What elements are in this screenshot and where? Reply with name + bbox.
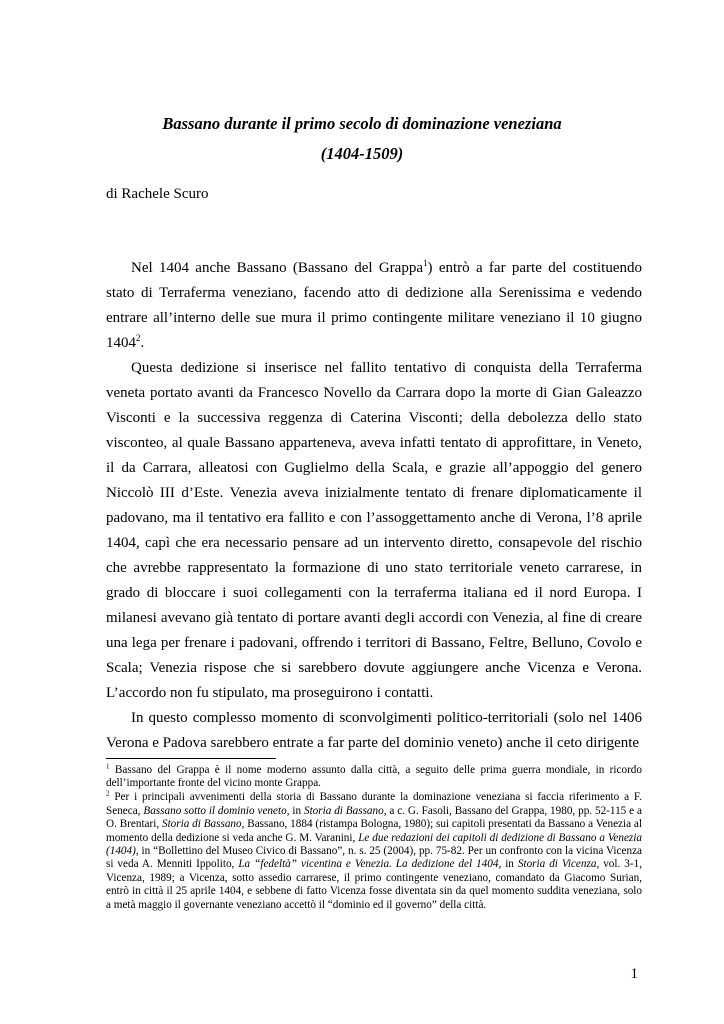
footnote-2-italic-5: La “fedeltà” vicentina e Venezia. La dedizione del 1404 xyxy=(238,858,499,871)
footnote-2-italic-6: Storia di Vicenza xyxy=(517,858,597,871)
footnote-1 xyxy=(106,764,642,791)
footnote-2-text-f: , in xyxy=(498,858,518,871)
title-line-1: Bassano durante il primo secolo di dominazione veneziana xyxy=(162,114,562,133)
footnote-2-italic-2: Storia di Bassano xyxy=(303,804,384,817)
footnote-1-text: Bassano del Grappa è il nome moderno assunto dalla città, a seguito delle prima guerra mondiale, in ricordo dell’importante fronte del vicino monte Grappa. xyxy=(106,764,642,790)
paragraph-1-part-b: ) entrò a far parte del costituendo stato di Terraferma veneziano, facendo atto di dedizione alla Serenissima e vedendo entrare all’interno delle sue mura il primo contingente militare veneziano il 10 giugno 1404 xyxy=(106,260,642,351)
footnote-1-number: 1 xyxy=(106,762,110,771)
footnote-2-text-g: , vol. 3-1, Vicenza, 1989; a Vicenza, sotto assedio carrarese, il primo contingente veneziano, comandato da Giacomo Surian, entrò in città il 25 aprile 1404, e sebbene di fatto Vicenza fosse diventata sin da quel momento suddita veneziana, solo a metà maggio il governante veneziano accettò il “dominio ed il governo” della città. xyxy=(106,858,642,911)
footnote-ref-2: 2 xyxy=(136,333,141,343)
page-number: 1 xyxy=(630,966,638,982)
footnote-2-italic-4: Le due redazioni dei capitoli di dedizione di Bassano a Venezia (1404) xyxy=(106,831,642,857)
paragraph-1-part-c: . xyxy=(140,335,145,351)
author: di Rachele Scuro xyxy=(106,186,209,202)
footnote-2-text-d: , Bassano, 1884 (ristampa Bologna, 1980); sui capitoli presentati da Bassano a Venezia al momento della dedizione si veda anche G. M. Varanini, xyxy=(106,818,642,844)
paragraph-1-part-a: Nel 1404 anche Bassano (Bassano del Grappa xyxy=(131,260,423,276)
paragraph-1 xyxy=(106,256,642,356)
footnote-2-italic-1: Bassano sotto il dominio veneto xyxy=(143,804,287,817)
footnotes xyxy=(106,764,642,912)
paragraph-3: In questo complesso momento di sconvolgimenti politico-territoriali (solo nel 1406 Verona e Padova sarebbero entrate a far parte del dominio veneto) anche il ceto dirigente xyxy=(106,710,642,751)
footnote-2-number: 2 xyxy=(106,789,110,798)
title-line-2: (1404-1509) xyxy=(320,144,404,163)
footnote-2-text-b: , in xyxy=(286,804,304,817)
footnote-2-italic-3: Storia di Bassano xyxy=(161,818,242,831)
footnote-2-text-a: Per i principali avvenimenti della storia di Bassano durante la dominazione veneziana si faccia riferimento a F. Seneca, xyxy=(106,791,642,817)
footnote-2 xyxy=(106,791,642,912)
footnote-2-text-e: , in “Bollettino del Museo Civico di Bassano”, n. s. 25 (2004), pp. 75-82. Per un confronto con la vicina Vicenza si veda A. Menniti Ippolito, xyxy=(106,844,642,871)
footnote-separator xyxy=(106,758,276,759)
body-text xyxy=(106,256,642,756)
footnote-ref-1: 1 xyxy=(423,258,428,268)
footnote-2-text-c: , a c. G. Fasoli, Bassano del Grappa, 1980, pp. 52-115 e a O. Brentari, xyxy=(106,804,642,831)
paragraph-2: Questa dedizione si inserisce nel fallito tentativo di conquista della Terraferma veneta portato avanti da Francesco Novello da Carrara dopo la morte di Gian Galeazzo Visconti e la successiva reggenza di Caterina Visconti; della debolezza dello stato visconteo, al quale Bassano apparteneva, aveva infatti tentato di approfittare, in Veneto, il da Carrara, alleatosi con Guglielmo della Scala, e grazie all’appoggio del genero Niccolò III d’Este. Venezia aveva inizialmente tentato di frenare diplomaticamente il padovano, ma il tentativo era fallito e con l’assoggettamento anche di Verona, l’8 aprile 1404, capì che era necessario pensare ad un intervento diretto, consapevole del rischio che avrebbe rappresentato la formazione di uno stato territoriale veneto carrarese, in grado di bloccare i suoi collegamenti con la terraferma italiana ed il nord Europa. I milanesi avevano già tentato di portare avanti degli accordi con Venezia, al fine di creare una lega per frenare i padovani, offrendo i territori di Bassano, Feltre, Belluno, Covolo e Scala; Venezia rispose che si sarebbero dovute aggiungere anche Vicenza e Verona. L’accordo non fu stipulato, ma proseguirono i contatti. xyxy=(106,360,642,701)
